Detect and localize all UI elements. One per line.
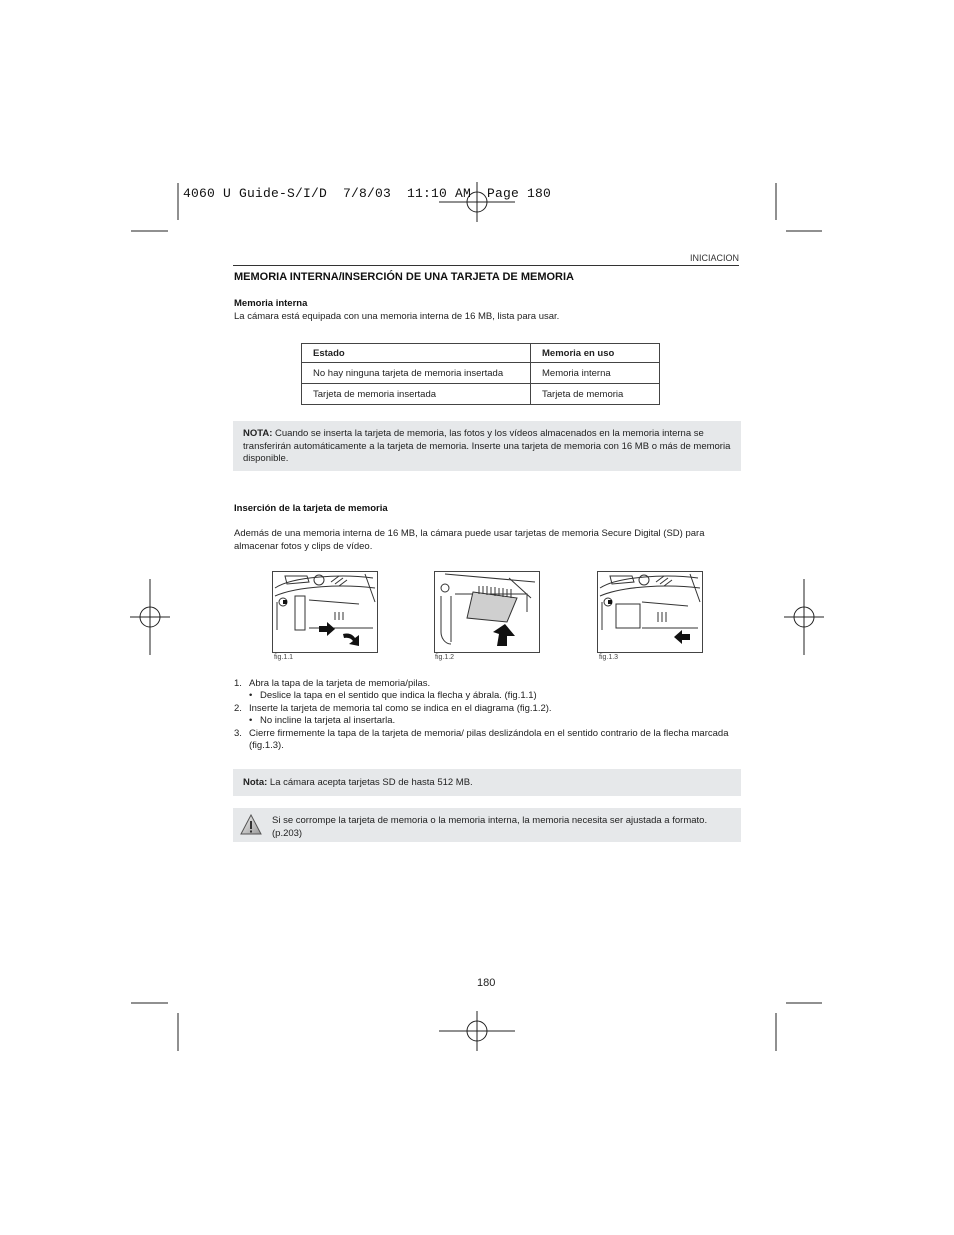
- instruction-steps: [234, 678, 734, 752]
- warning-box: [233, 808, 741, 842]
- bullet: •: [249, 715, 253, 727]
- list-item: [234, 690, 734, 702]
- note-label: Nota:: [243, 777, 268, 788]
- sd-card-icon: [467, 592, 517, 622]
- table-row: [302, 384, 660, 405]
- list-item: [234, 715, 734, 727]
- step-text: Inserte la tarjeta de memoria tal como se indica en el diagrama (fig.1.2).: [249, 702, 552, 714]
- list-item: [234, 728, 734, 753]
- table-cell: No hay ninguna tarjeta de memoria insertada: [302, 363, 531, 384]
- step-number: 3.: [234, 727, 242, 739]
- running-head: INICIACION: [689, 253, 739, 263]
- step-number: 1.: [234, 678, 242, 689]
- list-item: [234, 678, 734, 690]
- page-number: 180: [477, 977, 496, 989]
- figure-caption: fig.1.2: [435, 654, 455, 661]
- internal-memory-heading: Memoria interna: [234, 298, 308, 309]
- table-cell: Memoria interna: [531, 363, 660, 384]
- figure-caption: fig.1.1: [274, 654, 294, 661]
- close-cover-illustration: [598, 572, 702, 652]
- note-label: NOTA:: [243, 428, 273, 439]
- note-text: Cuando se inserta la tarjeta de memoria, las fotos y los vídeos almacenados en la memoria interna se transferirán automáticamente a la tarjeta de memoria. Inserte una tarjeta de memoria con 16 MB o más de memoria disponible.: [243, 428, 731, 464]
- table-row: [302, 363, 660, 384]
- section-title: MEMORIA INTERNA/INSERCIÓN DE UNA TARJETA DE MEMORIA: [234, 271, 574, 283]
- bullet: •: [249, 690, 253, 702]
- step-bullet-text: No incline la tarjeta al insertarla.: [260, 715, 396, 727]
- step-bullet-text: Deslice la tapa en el sentido que indica la flecha y ábrala. (fig.1.1): [260, 690, 537, 702]
- step-text: Cierre firmemente la tapa de la tarjeta de memoria/ pilas deslizándola en el sentido contrario de la flecha marcada (fig.1.3).: [249, 727, 729, 752]
- figure-caption: fig.1.3: [599, 654, 619, 661]
- header-rule: [233, 265, 739, 266]
- list-item: [234, 703, 734, 715]
- memory-status-table: [301, 343, 660, 405]
- table-header: Memoria en uso: [531, 344, 660, 363]
- insertion-heading: Inserción de la tarjeta de memoria: [234, 503, 388, 514]
- arrow-curved-icon: [343, 634, 359, 647]
- arrow-left-icon: [674, 630, 690, 644]
- insert-card-illustration: [435, 572, 539, 652]
- figure-1-2: [434, 571, 540, 653]
- arrow-right-icon: [319, 622, 335, 636]
- step-number: 2.: [234, 702, 242, 714]
- note-text: La cámara acepta tarjetas SD de hasta 512 MB.: [267, 777, 473, 788]
- warning-text: Si se corrompe la tarjeta de memoria o la memoria interna, la memoria necesita ser ajustada a formato. (p.203): [272, 815, 708, 839]
- figure-1-3: [597, 571, 703, 653]
- table-header: Estado: [302, 344, 531, 363]
- print-slug: 4060 U Guide-S/I/D 7/8/03 11:10 AM Page 180: [183, 186, 552, 201]
- table-cell: Tarjeta de memoria: [531, 384, 660, 405]
- table-header-row: [302, 344, 660, 363]
- registration-mark-bottom: [439, 1011, 515, 1051]
- arrow-up-icon: [493, 624, 515, 646]
- table-cell: Tarjeta de memoria insertada: [302, 384, 531, 405]
- note-box-card-transfer: [233, 421, 741, 471]
- insertion-text: Además de una memoria interna de 16 MB, la cámara puede usar tarjetas de memoria Secure Digital (SD) para almacenar fotos y clips de vídeo.: [234, 528, 705, 552]
- registration-mark-left: [130, 579, 170, 655]
- internal-memory-text: La cámara está equipada con una memoria interna de 16 MB, lista para usar.: [234, 311, 560, 322]
- camera-open-cover-illustration: [273, 572, 377, 652]
- registration-mark-right: [784, 579, 824, 655]
- figure-1-1: [272, 571, 378, 653]
- note-box-sd-limit: [233, 769, 741, 796]
- step-text: Abra la tapa de la tarjeta de memoria/pilas.: [249, 678, 431, 689]
- warning-icon: [240, 814, 262, 836]
